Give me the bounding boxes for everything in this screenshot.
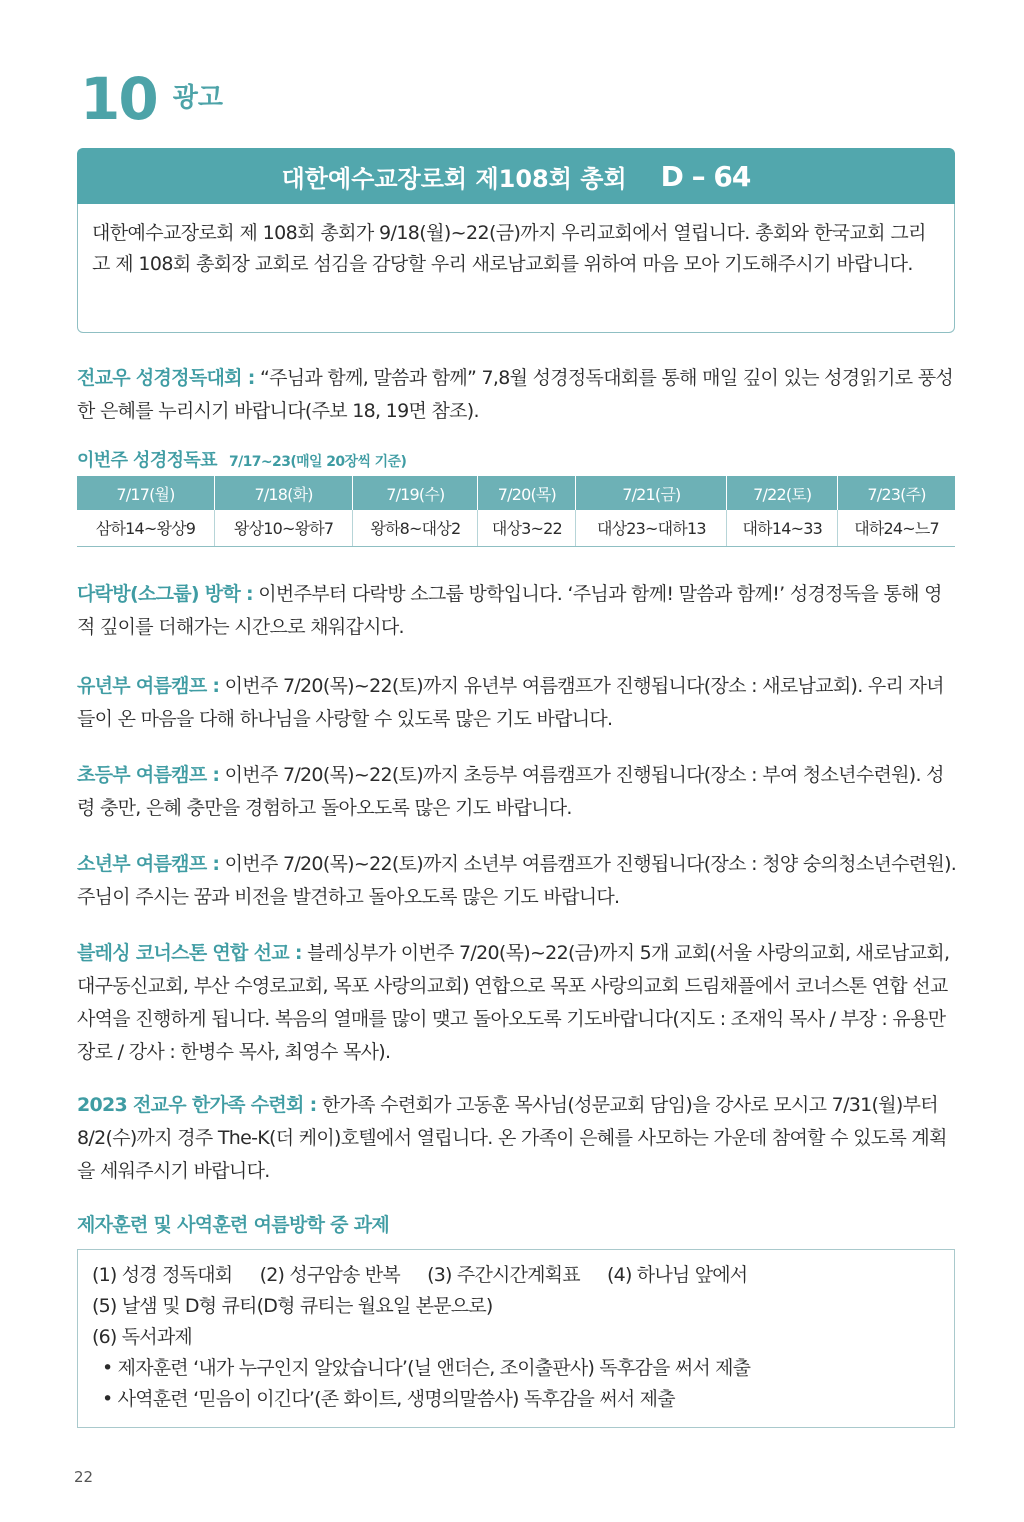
task-item: (4) 하나님 앞에서 (607, 1264, 748, 1286)
tasks-title: 제자훈련 및 사역훈련 여름방학 중 과제 (77, 1214, 390, 1236)
announcement-kinder-camp (77, 670, 957, 736)
reading-schedule-table (77, 476, 955, 547)
announcement-text: “주님과 함께, 말씀과 함께” 7,8월 성경정독대회를 통해 매일 깊이 있는 성경읽기로 풍성한 은혜를 누리시기 바랍니다(주보 18, 19면 참조). (77, 367, 954, 422)
reading-cell: 왕상10~왕하7 (215, 510, 353, 546)
day-header: 7/18(화) (215, 476, 353, 510)
table-header-row (77, 476, 955, 510)
day-header: 7/23(주) (838, 476, 955, 510)
announcement-cornerstone-mission (77, 937, 957, 1069)
announcement-label: 소년부 여름캠프 : (77, 853, 220, 875)
schedule-title (77, 446, 406, 472)
notice-title: 대한예수교장로회 제108회 총회 (281, 164, 627, 193)
task-bullet: • 사역훈련 ‘믿음이 이긴다’(존 화이트, 생명의말씀사) 독후감을 써서 제출 (102, 1388, 675, 1410)
reading-cell: 삼하14~왕상9 (77, 510, 215, 546)
announcement-label: 블레싱 코너스톤 연합 선교 : (77, 942, 302, 964)
announcement-text: 이번주 7/20(목)~22(토)까지 초등부 여름캠프가 진행됩니다(장소 : 부여 청소년수련원). 성령 충만, 은혜 충만을 경험하고 돌아오도록 많은 기도 바랍니다. (77, 764, 944, 819)
announcement-youth-camp (77, 848, 957, 914)
announcement-label: 2023 전교우 한가족 수련회 : (77, 1094, 317, 1116)
task-item: (6) 독서과제 (92, 1326, 192, 1348)
notice-header (77, 148, 955, 204)
task-item: (1) 성경 정독대회 (92, 1264, 233, 1286)
day-header: 7/20(목) (478, 476, 576, 510)
section-title: 광고 (172, 83, 223, 113)
section-number: 10 (80, 65, 157, 133)
announcement-text: 이번주부터 다락방 소그룹 방학입니다. ‘주님과 함께! 말씀과 함께!’ 성경정독을 통해 영적 깊이를 더해가는 시간으로 채워갑시다. (77, 583, 942, 638)
task-bullet: • 제자훈련 ‘내가 누구인지 알았습니다’(닐 앤더슨, 조이출판사) 독후감을 써서 제출 (102, 1357, 751, 1379)
task-item: (2) 성구암송 반복 (259, 1264, 400, 1286)
announcement-label: 전교우 성경정독대회 : (77, 367, 255, 389)
notice-body: 대한예수교장로회 제 108회 총회가 9/18(월)~22(금)까지 우리교회에서 열립니다. 총회와 한국교회 그리고 제 108회 총회장 교회로 섬김을 감당할 우리 새로남교회를 위하여 마음 모아 기도해주시기 바랍니다. (77, 204, 955, 333)
table-row (77, 510, 955, 546)
task-item: (5) 날샘 및 D형 큐티(D형 큐티는 월요일 본문으로) (92, 1295, 493, 1317)
schedule-subtitle: 7/17~23(매일 20장씩 기준) (228, 454, 407, 470)
day-header: 7/19(수) (353, 476, 478, 510)
announcement-text: 한가족 수련회가 고동훈 목사님(성문교회 담임)을 강사로 모시고 7/31(월)부터 8/2(수)까지 경주 The-K(더 케이)호텔에서 열립니다. 온 가족이 은혜를 사모하는 가운데 참여할 수 있도록 계획을 세워주시기 바랍니다. (77, 1094, 947, 1182)
reading-cell: 대하24~느7 (838, 510, 955, 546)
announcement-small-group-break (77, 578, 957, 644)
reading-cell: 왕하8~대상2 (353, 510, 478, 546)
reading-cell: 대하14~33 (727, 510, 838, 546)
announcement-label: 유년부 여름캠프 : (77, 675, 220, 697)
schedule-title-text: 이번주 성경정독표 (77, 450, 217, 471)
page-number: 22 (74, 1468, 94, 1486)
announcement-text: 블레싱부가 이번주 7/20(목)~22(금)까지 5개 교회(서울 사랑의교회, 새로남교회, 대구동신교회, 부산 수영로교회, 목포 사랑의교회) 연합으로 목포 사랑의교회 드림채플에서 코너스톤 연합 선교 사역을 진행하게 됩니다. 복음의 열매를 많이 맺고 돌아오도록 기도바랍니다(지도 : 조재익 목사 / 부장 : 유용만 장로 / 강사 : 한병수 목사, 최영수 목사). (77, 942, 950, 1063)
announcement-label: 초등부 여름캠프 : (77, 764, 220, 786)
reading-cell: 대상23~대하13 (576, 510, 727, 546)
day-header: 7/17(월) (77, 476, 215, 510)
assembly-notice (77, 148, 955, 333)
day-header: 7/22(토) (727, 476, 838, 510)
announcement-elementary-camp (77, 759, 957, 825)
task-item: (3) 주간시간계획표 (427, 1264, 580, 1286)
dday-counter: D – 64 (660, 159, 751, 193)
announcement-family-retreat (77, 1089, 957, 1188)
tasks-row (92, 1260, 940, 1291)
announcement-text: 이번주 7/20(목)~22(토)까지 소년부 여름캠프가 진행됩니다(장소 : 청양 숭의청소년수련원). 주님이 주시는 꿈과 비전을 발견하고 돌아오도록 많은 기도 바랍니다. (77, 853, 957, 908)
announcement-bible-reading (77, 362, 957, 428)
day-header: 7/21(금) (576, 476, 727, 510)
reading-cell: 대상3~22 (478, 510, 576, 546)
announcement-label: 다락방(소그룹) 방학 : (77, 583, 253, 605)
section-header (80, 65, 223, 133)
tasks-box (77, 1249, 955, 1428)
announcement-text: 이번주 7/20(목)~22(토)까지 유년부 여름캠프가 진행됩니다(장소 : 새로남교회). 우리 자녀들이 온 마음을 다해 하나님을 사랑할 수 있도록 많은 기도 바랍니다. (77, 675, 944, 730)
